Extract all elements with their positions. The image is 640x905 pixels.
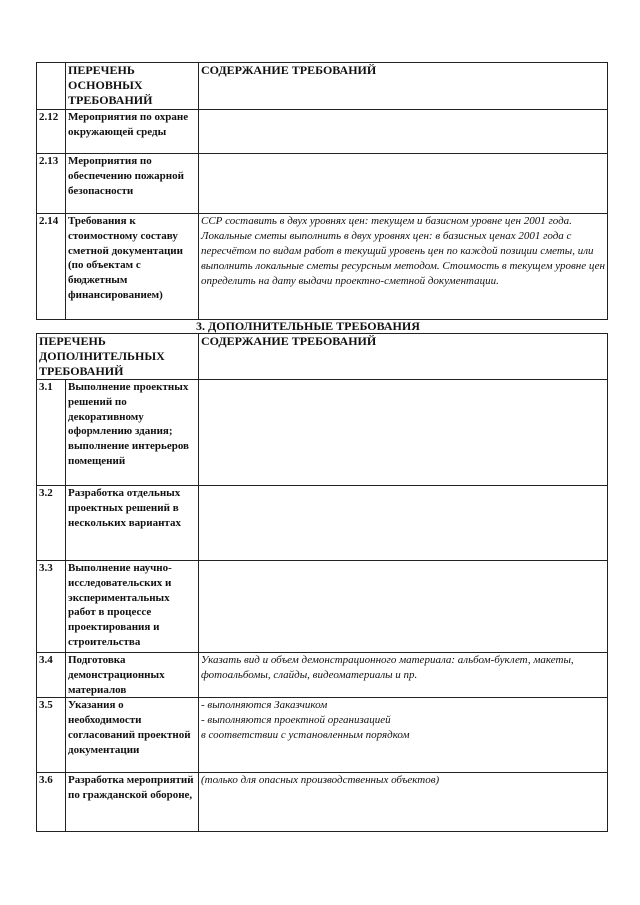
requirement-name: Мероприятия по охране окружающей среды — [66, 110, 199, 154]
requirement-name: Выполнение проектных решений по декоративному оформлению здания; выполнение интерьеров помещений — [66, 380, 199, 486]
table-row — [37, 486, 608, 561]
table-row — [37, 110, 608, 154]
table-row — [37, 154, 608, 214]
requirement-name: Требования к стоимостному составу сметной документации (по объектам с бюджетным финансированием) — [66, 214, 199, 320]
row-number: 2.12 — [37, 110, 66, 154]
table-row — [37, 561, 608, 653]
requirement-name: Выполнение научно-исследовательских и экспериментальных работ в процессе проектирования и строительства — [66, 561, 199, 653]
section-title: 3. ДОПОЛНИТЕЛЬНЫЕ ТРЕБОВАНИЯ — [196, 319, 420, 333]
requirement-content — [199, 698, 608, 773]
content-line: - выполняются проектной организацией — [201, 714, 391, 727]
requirement-content: (только для опасных производственных объектов) — [199, 773, 608, 832]
requirements-list-header: ПЕРЕЧЕНЬ ОСНОВНЫХ ТРЕБОВАНИЙ — [66, 63, 199, 110]
row-number: 3.4 — [37, 653, 66, 698]
additional-requirements-table — [36, 333, 608, 832]
num-header-cell — [37, 63, 66, 110]
row-number: 3.5 — [37, 698, 66, 773]
main-requirements-table — [36, 62, 608, 320]
requirement-name: Разработка отдельных проектных решений в нескольких вариантах — [66, 486, 199, 561]
requirement-content — [199, 561, 608, 653]
requirement-content: Указать вид и объем демонстрационного материала: альбом-буклет, макеты, фотоальбомы, слайды, видеоматериалы и пр. — [199, 653, 608, 698]
requirement-content — [199, 154, 608, 214]
requirement-name: Мероприятия по обеспечению пожарной безопасности — [66, 154, 199, 214]
requirements-content-header: СОДЕРЖАНИЕ ТРЕБОВАНИЙ — [199, 334, 608, 380]
row-number: 3.1 — [37, 380, 66, 486]
row-number: 3.3 — [37, 561, 66, 653]
table-row — [37, 773, 608, 832]
requirement-content — [199, 380, 608, 486]
requirement-content — [199, 110, 608, 154]
content-line: - выполняются Заказчиком — [201, 699, 328, 712]
requirement-name: Разработка мероприятий по гражданской обороне, — [66, 773, 199, 832]
requirements-content-header: СОДЕРЖАНИЕ ТРЕБОВАНИЙ — [199, 63, 608, 110]
requirement-name: Подготовка демонстрационных материалов — [66, 653, 199, 698]
requirement-name: Указания о необходимости согласований проектной документации — [66, 698, 199, 773]
requirements-list-header: ПЕРЕЧЕНЬ ДОПОЛНИТЕЛЬНЫХ ТРЕБОВАНИЙ — [37, 334, 199, 380]
row-number: 3.2 — [37, 486, 66, 561]
table-row — [37, 653, 608, 698]
table-row — [37, 698, 608, 773]
table-header-row — [37, 63, 608, 110]
table-row — [37, 214, 608, 320]
row-number: 2.14 — [37, 214, 66, 320]
requirement-content — [199, 486, 608, 561]
table-header-row — [37, 334, 608, 380]
row-number: 2.13 — [37, 154, 66, 214]
table-row — [37, 380, 608, 486]
requirement-content: ССР составить в двух уровнях цен: текущем и базисном уровне цен 2001 года. Локальные сметы выполнить в двух уровнях цен: в базисных ценах 2001 года с пересчётом по видам работ в текущий уровень цен по каждой позиции сметы, или выполнить локальные сметы ресурсным методом. Стоимость в текущем уровне цен определить на дату выдачи проектно-сметной документации. — [199, 214, 608, 320]
row-number: 3.6 — [37, 773, 66, 832]
content-line: в соответствии с установленным порядком — [201, 729, 410, 742]
